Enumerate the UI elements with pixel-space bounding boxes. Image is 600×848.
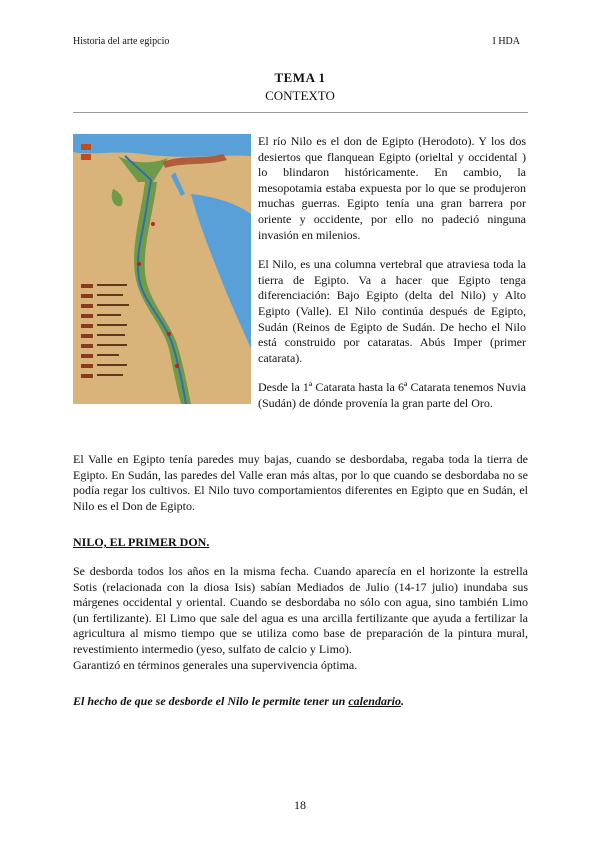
calendar-keyword: calendario: [348, 694, 401, 708]
egypt-map-illustration: [73, 134, 251, 404]
running-header-title: Historia del arte egipcio: [73, 36, 170, 47]
nilo-conclusion: Garantizó en términos generales una supervivencia óptima.: [73, 657, 358, 672]
running-header-code: I HDA: [492, 36, 520, 47]
calendar-statement: [73, 694, 528, 709]
nilo-paragraph: Se desborda todos los años en la misma fecha. Cuando aparecía en el horizonte la estrella Sotis (relacionada con la diosa Isis) sabían Mediados de Julio (14-17 julio) inundaba sus márgenes occidental y oriental. Cuando se desbordaba no sólo con agua, sino también Limo (un fertilizante). El Limo que sale del agua es una arcilla fertilizante que ayuda a fertilizar la agricultura al mismo tiempo que se utiliza como base de preparación de la pintura mural, revestimiento intermedio (yeso, sulfato de calcio y Limo).: [73, 564, 528, 656]
section-heading: NILO, EL PRIMER DON.: [73, 535, 210, 549]
valle-section: [73, 452, 528, 514]
calendar-statement-text: El hecho de que se desborde el Nilo le permite tener un: [73, 694, 349, 708]
intro-text-column: [258, 134, 526, 426]
title-divider: [73, 112, 528, 113]
page-subtitle: CONTEXTO: [265, 88, 335, 103]
calendar-statement-end: .: [400, 694, 404, 708]
valle-paragraph: El Valle en Egipto tenía paredes muy bajas, cuando se desbordaba, regaba toda la tierra de Egipto. En Sudán, las paredes del Valle eran más altas, por lo que cuando se desbordaba no se podía regar los cultivos. El Nilo tuvo comportamientos diferentes en Egipto que en Sudán, el Nilo es el Don de Egipto.: [73, 452, 528, 513]
intro-paragraph-herodoto: El río Nilo es el don de Egipto (Herodoto). Y los dos desiertos que flanquean Egipto (orieltal y occidental ) lo blindaron históricamente. En cambio, la mesopotamia estaba expuesta por lo que se produjeron muchas guerras. Egipto tenía una gran barrera por oriente y occidente, por ello no padeció ninguna invasión en milenios.: [258, 134, 526, 242]
intro-paragraph-columna: El Nilo, es una columna vertebral que atraviesa toda la tierra de Egipto. Va a hacer que Egipto tenga diferenciación: Bajo Egipto (delta del Nilo) y Alto Egipto (Valle). El Nilo continúa después de Egipto, Sudán (Reinos de Egipto de Sudán. De hecho el Nilo está construido por cataratas. Abús Imper (primer catarata).: [258, 257, 526, 365]
page-title: TEMA 1: [274, 70, 326, 85]
intro-paragraph-catarata: Desde la 1ª Catarata hasta la 6ª Catarata tenemos Nuvia (Sudán) de dónde provenía la gran parte del Oro.: [258, 380, 526, 410]
nilo-section: [73, 564, 528, 673]
page-number: 18: [294, 798, 306, 812]
egypt-map-image: [73, 134, 251, 404]
